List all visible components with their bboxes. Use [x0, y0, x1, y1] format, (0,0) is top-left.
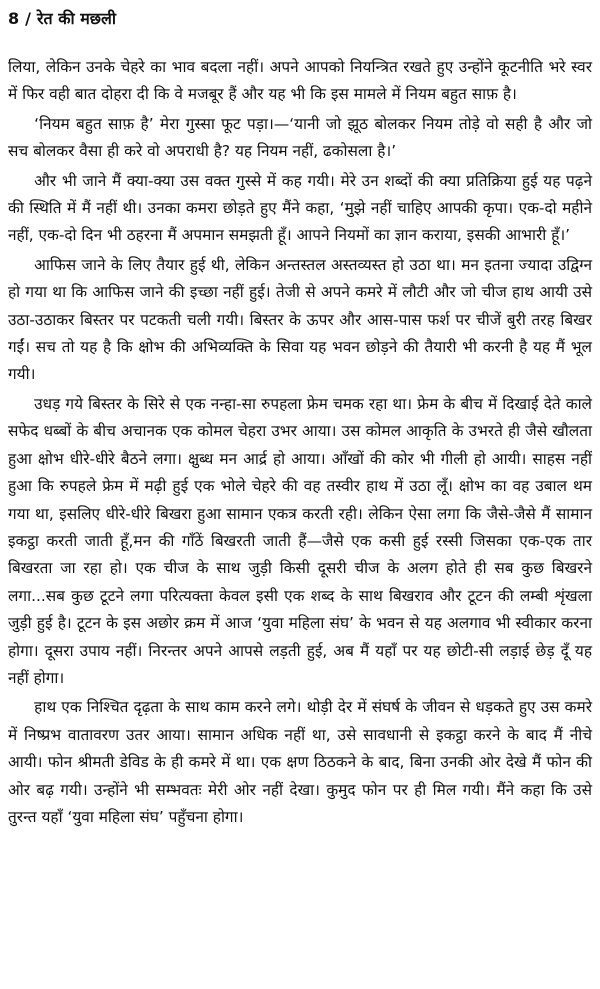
paragraph-6: हाथ एक निश्चित दृढ़ता के साथ काम करने लगे। थोड़ी देर में संघर्ष के जीवन से धड़कते हुए उस कमरे में निष्प्रभ वातावरण उतर आया। सामान अधिक नहीं था, उसे सावधानी से इकट्ठा करने के बाद मैं नीचे आयी। फोन श्रीमती डेविड के ही कमरे में था। एक क्षण ठिठकने के बाद, बिना उनकी ओर देखे मैं फोन की ओर बढ़ गयी। उन्होंने भी सम्भवतः मेरी ओर नहीं देखा। कुमुद फोन पर ही मिल गयी। मैंने कहा कि उसे तुरन्त यहाँ ‘युवा महिला संघ’ पहुँचना होगा।: [8, 698, 592, 826]
body-text: [8, 54, 592, 831]
paragraph-5: उधड़ गये बिस्तर के सिरे से एक नन्हा-सा रुपहला फ्रेम चमक रहा था। फ्रेम के बीच में दिखाई देते काले सफेद धब्बों के बीच अचानक एक कोमल चेहरा उभर आया। उस कोमल आकृति के उभरते ही जैसे खौलता हुआ क्षोभ धीरे-धीरे बैठने लगा। क्षुब्ध मन आर्द्र हो आया। आँखों की कोर भी गीली हो आयी। साहस नहीं हुआ कि रुपहले फ्रेम में मढ़ी हुई एक भोले चेहरे की वह तस्वीर हाथ में उठा लूँ। क्षोभ का वह उबाल थम गया था, इसलिए धीरे-धीरे बिखरा हुआ सामान एकत्र करती रही। लेकिन ऐसा लगा कि जैसे-जैसे मैं सामान इकट्ठा करती जाती हूँ,मन की गाँठें बिखरती जाती हैं—जैसे एक कसी हुई रस्सी जिसका एक-एक तार बिखरता जा रहा हो। एक चीज के साथ जुड़ी किसी दूसरी चीज के अलग होते ही सब कुछ बिखरने लगा...सब कुछ टूटने लगा परित्यक्ता केवल इसी एक शब्द के साथ बिखराव और टूटन की लम्बी शृंखला जुड़ी हुई है। टूटन के इस अछोर क्रम में आज ‘युवा महिला संघ’ के भवन से यह अलगाव भी स्वीकार करना होगा। दूसरा उपाय नहीं। निरन्तर अपने आपसे लड़ती हुई, अब मैं यहाँ पर यह छोटी-सी लड़ाई छेड़ दूँ यह नहीं होगा।: [8, 394, 592, 687]
page-number: 8: [8, 9, 20, 28]
book-title: रेत की मछली: [36, 9, 116, 28]
paragraph-4: आफिस जाने के लिए तैयार हुई थी, लेकिन अन्तस्तल अस्तव्यस्त हो उठा था। मन इतना ज्यादा उद्विग्न हो गया था कि आफिस जाने की इच्छा नहीं हुई। तेजी से अपने कमरे में लौटी और जो चीज हाथ आयी उसे उठा-उठाकर बिस्तर पर पटकती चली गयी। बिस्तर के ऊपर और आस-पास फर्श पर चीजें बुरी तरह बिखर गईं। सच तो यह है कि क्षोभ की अभिव्यक्ति के सिवा यह भवन छोड़ने की तैयारी भी करनी है यह मैं भूल गयी।: [8, 255, 592, 384]
running-header: [8, 6, 592, 32]
paragraph-3: और भी जाने मैं क्या-क्या उस वक्त गुस्से में कह गयी। मेरे उन शब्दों की क्या प्रतिक्रिया हुई यह पढ़ने की स्थिति में मैं नहीं थी। उनका कमरा छोड़ते हुए मैंने कहा, ‘मुझे नहीं चाहिए आपकी कृपा। एक-दो महीने नहीं, एक-दो दिन भी ठहरना मैं अपमान समझती हूँ। आपने नियमों का ज्ञान कराया, इसकी आभारी हूँ।’: [8, 171, 592, 245]
paragraph-2: ‘नियम बहुत साफ़ है’ मेरा गुस्सा फूट पड़ा।—‘यानी जो झूठ बोलकर नियम तोड़े वो सही है और जो सच बोलकर वैसा ही करे वो अपराधी है? यह नियम नहीं, ढकोसला है।’: [8, 114, 592, 161]
header-separator: /: [25, 9, 31, 28]
paragraph-1: लिया, लेकिन उनके चेहरे का भाव बदला नहीं। अपने आपको नियन्त्रित रखते हुए उन्होंने कूटनीति भरे स्वर में फिर वही बात दोहरा दी कि वे मजबूर हैं और यह भी कि इस मामले में नियम बहुत साफ़ है।: [8, 58, 592, 104]
